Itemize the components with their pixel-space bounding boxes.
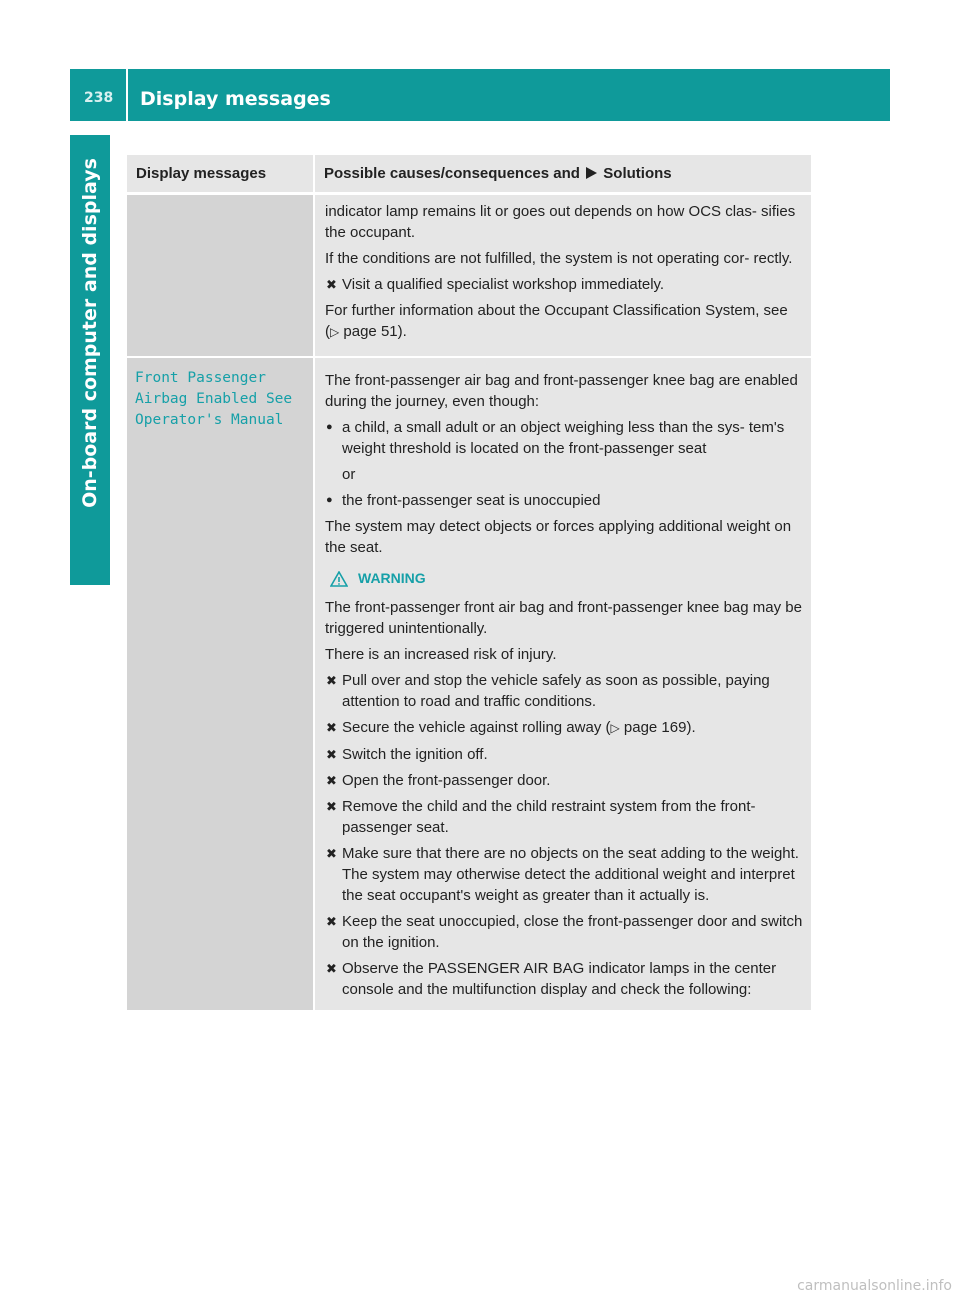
list-item-or: or (342, 466, 356, 483)
page-ref-icon: ▷ (610, 721, 620, 735)
paragraph: For further information about the Occupant Classification System, see (▷ page 51). (325, 302, 788, 340)
instruction-step: ✖ Keep the seat unoccupied, close the front-passenger door and switch on the ignition. (326, 913, 803, 951)
section-side-label: On-board computer and displays (79, 157, 102, 508)
bullet-icon: ● (326, 494, 333, 506)
table-header-row (127, 155, 811, 194)
list-item: ● a child, a small adult or an object weighing less than the sys- tem's weight threshold is located on the front-passenger seat (326, 419, 785, 457)
table-row (127, 194, 811, 357)
step-arrow-icon: ✖ (326, 773, 337, 788)
instruction-step: ✖ Observe the PASSENGER AIR BAG indicator lamps in the center console and the multifunction display and check the following: (326, 960, 777, 998)
warning-heading: WARNING (325, 568, 803, 589)
header-divider (126, 69, 128, 121)
display-message-text: Front Passenger Airbag Enabled See Operator's Manual (135, 370, 293, 428)
message-cell-empty (127, 194, 314, 357)
page-title: Display messages (140, 88, 331, 110)
warning-text: There is an increased risk of injury. (325, 646, 557, 663)
section-side-label-wrap (70, 135, 110, 530)
header-display-messages: Display messages (127, 155, 314, 194)
paragraph: The system may detect objects or forces applying additional weight on the seat. (325, 518, 792, 556)
paragraph: indicator lamp remains lit or goes out depends on how OCS clas- sifies the occupant. (325, 203, 796, 241)
instruction-step: ✖ Make sure that there are no objects on the seat adding to the weight. The system may otherwise detect the additional weight and interpret the seat occupant's weight as greater than it actually is. (326, 845, 799, 904)
header-causes-solutions: Possible causes/consequences and Solutions (314, 155, 811, 194)
instruction-step: ✖ Remove the child and the child restraint system from the front- passenger seat. (326, 798, 756, 836)
arrow-right-icon (586, 167, 597, 179)
side-tab-block (70, 530, 110, 585)
page-ref-link[interactable]: page 169 (623, 719, 687, 736)
step-arrow-icon: ✖ (326, 846, 337, 861)
watermark: carmanualsonline.info (797, 1278, 952, 1294)
step-arrow-icon: ✖ (326, 961, 337, 976)
warning-triangle-icon (330, 571, 348, 587)
step-arrow-icon: ✖ (326, 720, 337, 735)
solution-cell (314, 358, 811, 1010)
bullet-icon: ● (326, 421, 333, 433)
instruction-step: ✖ Secure the vehicle against rolling away (▷ page 169). (326, 719, 696, 736)
display-messages-table (127, 155, 811, 1010)
step-arrow-icon: ✖ (326, 747, 337, 762)
page-number: 238 (84, 90, 114, 106)
table-row (127, 358, 811, 1010)
step-arrow-icon: ✖ (326, 673, 337, 688)
instruction-step: ✖ Open the front-passenger door. (326, 772, 551, 789)
paragraph: If the conditions are not fulfilled, the system is not operating cor- rectly. (325, 250, 793, 267)
paragraph: The front-passenger air bag and front-passenger knee bag are enabled during the journey, even though: (325, 372, 798, 410)
instruction-step: ✖ Visit a qualified specialist workshop immediately. (326, 276, 665, 293)
step-arrow-icon: ✖ (326, 799, 337, 814)
instruction-step: ✖ Switch the ignition off. (326, 746, 488, 763)
warning-text: The front-passenger front air bag and front-passenger knee bag may be triggered unintentionally. (325, 599, 802, 637)
list-item: ● the front-passenger seat is unoccupied (326, 492, 601, 509)
page-ref-link[interactable]: page 51 (343, 323, 398, 340)
step-arrow-icon: ✖ (326, 914, 337, 929)
message-cell (127, 358, 314, 1010)
solution-cell (314, 194, 811, 357)
step-note: The system may otherwise detect the additional weight and interpret the seat occupant's weight as greater than it actually is. (342, 866, 795, 904)
instruction-step: ✖ Pull over and stop the vehicle safely as soon as possible, paying attention to road and traffic conditions. (326, 672, 770, 710)
page-ref-icon: ▷ (330, 325, 340, 339)
step-arrow-icon: ✖ (326, 277, 337, 292)
